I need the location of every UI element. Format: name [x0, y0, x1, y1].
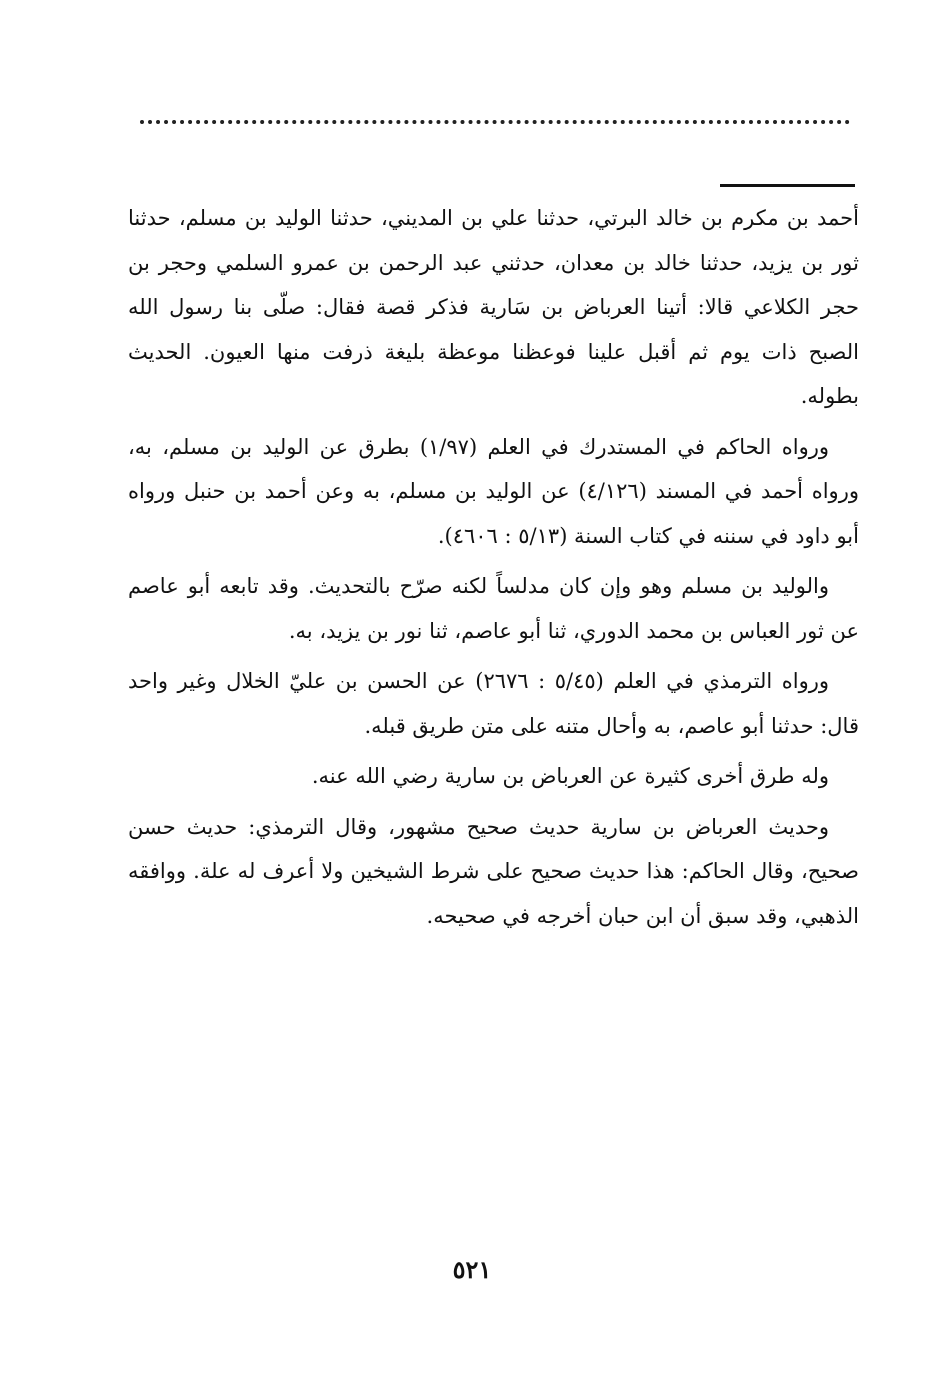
body-text	[128, 196, 859, 944]
paragraph-3: والوليد بن مسلم وهو وإن كان مدلساً لكنه صرّح بالتحديث. وقد تابعه أبو عاصم عن ثور العباس بن محمد الدوري، ثنا أبو عاصم، ثنا نور بن يزيد، به.	[128, 574, 859, 643]
paragraph-4: ورواه الترمذي في العلم (٥/٤٥ : ٢٦٧٦) عن الحسن بن عليّ الخلال وغير واحد قال: حدثنا أبو عاصم، به وأحال متنه على متن طريق قبله.	[128, 669, 859, 738]
paragraph-6: وحديث العرباض بن سارية حديث صحيح مشهور، وقال الترمذي: حديث حسن صحيح، وقال الحاكم: هذا حديث صحيح على شرط الشيخين ولا أعرف له علة. ووافقه الذهبي، وقد سبق أن ابن حبان أخرجه في صحيحه.	[128, 814, 859, 928]
paragraph-2: ورواه الحاكم في المستدرك في العلم (١/٩٧) بطرق عن الوليد بن مسلم، به، ورواه أحمد في المسند (٤/١٢٦) عن الوليد بن مسلم، به وعن أحمد بن حنبل ورواه أبو داود في سننه في كتاب السنة (٥/١٣ : ٤٦٠٦).	[128, 434, 859, 548]
page-number: ٥٢١	[452, 1255, 492, 1284]
paragraph-1: أحمد بن مكرم بن خالد البرتي، حدثنا علي بن المديني، حدثنا الوليد بن مسلم، حدثنا ثور بن يزيد، حدثنا خالد بن معدان، حدثني عبد الرحمن بن عمرو السلمي وحجر بن حجر الكلاعي قالا: أتينا العرباض بن سَارية فذكر قصة فقال: صلّى بنا رسول الله الصبح ذات يوم ثم أقبل علينا فوعظنا موعظة بليغة ذرفت منها العيون. الحديث بطوله.	[128, 206, 860, 408]
section-separator-rule	[720, 184, 855, 187]
header-dotted-rule	[140, 120, 850, 124]
paragraph-5: وله طرق أخرى كثيرة عن العرباض بن سارية رضي الله عنه.	[311, 764, 829, 788]
